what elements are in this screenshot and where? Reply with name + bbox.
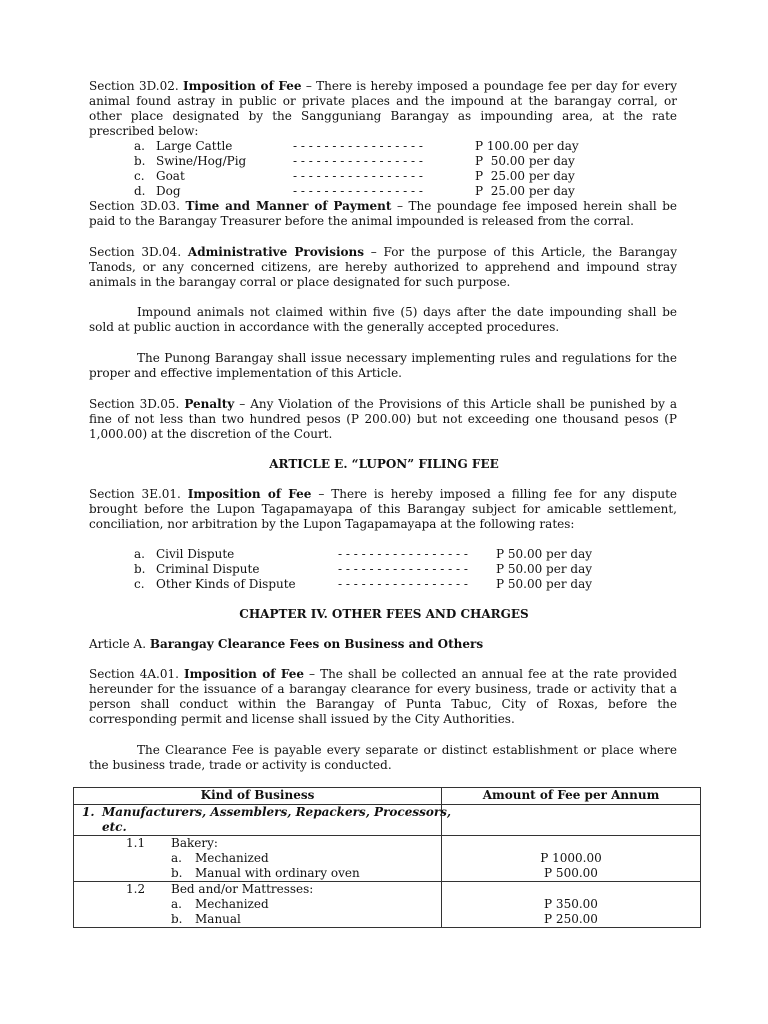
section-title: Penalty bbox=[184, 397, 235, 411]
section-number: Section 3D.04. bbox=[89, 245, 182, 259]
group-number: 1.1 bbox=[126, 836, 146, 850]
item-leader: - - - - - - - - - - - - - - - - - bbox=[293, 169, 423, 183]
item-letter: c. bbox=[134, 577, 145, 591]
table-row-category bbox=[74, 805, 701, 836]
section-3d04-paragraph bbox=[89, 245, 677, 290]
item-letter: a. bbox=[171, 851, 182, 865]
item-label: Mechanized bbox=[195, 897, 269, 911]
item-leader: - - - - - - - - - - - - - - - - - bbox=[338, 577, 468, 591]
section-text: – There is hereby imposed a filling fee for any dispute brought before the Lupon Tagapamayapa of this Barangay subject for amicable settlement, conciliation, nor arbitration by the Lupon Tagapamayapa at the following rates: bbox=[89, 487, 678, 531]
category-number: 1. bbox=[82, 805, 95, 819]
item-rate: P 25.00 per day bbox=[475, 169, 575, 183]
item-name: Dog bbox=[156, 184, 181, 198]
item-name: Goat bbox=[156, 169, 185, 183]
fee-amount: P 250.00 bbox=[544, 912, 598, 926]
item-leader: - - - - - - - - - - - - - - - - - bbox=[338, 562, 468, 576]
item-letter: a. bbox=[134, 139, 145, 153]
section-number: Section 3D.02. bbox=[89, 79, 179, 93]
category-name: Manufacturers, Assemblers, Repackers, Processors, bbox=[102, 805, 452, 819]
column-header-kind: Kind of Business bbox=[74, 788, 442, 805]
table-row bbox=[74, 836, 701, 882]
group-item bbox=[74, 866, 441, 881]
section-title: Imposition of Fee bbox=[183, 667, 304, 681]
section-text: – Any Violation of the Provisions of this Article shall be punished by a fine of not less than two hundred pesos (P 200.00) but not exceeding one thousand pesos (P 1,000.00) at the discretion of the Court. bbox=[89, 397, 677, 441]
section-number: Section 3D.05. bbox=[89, 397, 180, 411]
group-cell bbox=[74, 882, 442, 928]
fee-amount: P 1000.00 bbox=[540, 851, 602, 865]
category-amount-cell bbox=[442, 805, 701, 836]
item-letter: d. bbox=[134, 184, 146, 198]
item-label: Manual bbox=[195, 912, 241, 926]
section-number: Section 4A.01. bbox=[89, 667, 179, 681]
item-letter: c. bbox=[134, 169, 145, 183]
section-text: – There is hereby imposed a poundage fee per day for every animal found astray in public or private places and the impound at the barangay corral, or other place designated by the Sangguniang Barangay as impounding area, at the rate prescribed below: bbox=[89, 79, 677, 138]
group-amount-cell bbox=[442, 836, 701, 882]
item-name: Other Kinds of Dispute bbox=[156, 577, 296, 591]
section-title: Administrative Provisions bbox=[187, 245, 365, 259]
section-title: Imposition of Fee bbox=[187, 487, 312, 501]
item-label: Manual with ordinary oven bbox=[195, 866, 360, 880]
category-line bbox=[82, 805, 452, 820]
item-letter: a. bbox=[134, 547, 145, 561]
item-leader: - - - - - - - - - - - - - - - - - bbox=[293, 139, 423, 153]
group-name: Bakery: bbox=[171, 836, 218, 850]
section-3d03-paragraph bbox=[89, 199, 677, 229]
section-text: – The shall be collected an annual fee at the rate provided hereunder for the issuance of a barangay clearance for every business, trade or activity that a person shall conduct within the Barangay of Punta Tabuc, City of Roxas, before the corresponding permit and license shall issued by the City Authorities. bbox=[89, 667, 677, 726]
group-cell bbox=[74, 836, 442, 882]
section-number: Section 3D.03. bbox=[89, 199, 180, 213]
item-letter: a. bbox=[171, 897, 182, 911]
item-rate: P 50.00 per day bbox=[475, 154, 575, 168]
column-header-amount: Amount of Fee per Annum bbox=[442, 788, 701, 805]
item-leader: - - - - - - - - - - - - - - - - - bbox=[293, 154, 423, 168]
item-rate: P 100.00 per day bbox=[475, 139, 579, 153]
group-amount-cell bbox=[442, 882, 701, 928]
group-name: Bed and/or Mattresses: bbox=[171, 882, 314, 896]
section-3d05-paragraph bbox=[89, 397, 677, 442]
fee-amount: P 350.00 bbox=[544, 897, 598, 911]
item-rate: P 50.00 per day bbox=[496, 577, 593, 591]
group-item bbox=[74, 912, 441, 927]
section-text: – The poundage fee imposed herein shall be paid to the Barangay Treasurer before the animal impounded is released from the corral. bbox=[89, 199, 677, 228]
article-number: Article A. bbox=[89, 637, 147, 651]
section-3e01-paragraph bbox=[89, 487, 677, 532]
group-number: 1.2 bbox=[126, 882, 146, 896]
category-cell bbox=[74, 805, 452, 836]
table-row bbox=[74, 882, 701, 928]
item-letter: b. bbox=[134, 154, 146, 168]
section-4a01-paragraph bbox=[89, 667, 677, 727]
item-letter: b. bbox=[134, 562, 146, 576]
item-name: Civil Dispute bbox=[156, 547, 235, 561]
category-name-continued: etc. bbox=[102, 820, 127, 834]
clearance-fee-table bbox=[73, 787, 701, 928]
chapter-iv-heading: CHAPTER IV. OTHER FEES AND CHARGES bbox=[239, 607, 529, 621]
item-letter: b. bbox=[171, 866, 183, 880]
section-number: Section 3E.01. bbox=[89, 487, 181, 501]
fee-amount: P 500.00 bbox=[544, 866, 598, 880]
item-name: Large Cattle bbox=[156, 139, 233, 153]
section-3d02-paragraph bbox=[89, 79, 677, 139]
section-text: – For the purpose of this Article, the Barangay Tanods, or any concerned citizens, are hereby authorized to apprehend and impound stray animals in the barangay corral or place designated for such purpose. bbox=[89, 245, 677, 289]
item-rate: P 25.00 per day bbox=[475, 184, 575, 198]
group-title bbox=[74, 882, 441, 897]
group-item bbox=[74, 897, 441, 912]
group-title bbox=[74, 836, 441, 851]
article-title: Barangay Clearance Fees on Business and Others bbox=[149, 637, 484, 651]
item-letter: b. bbox=[171, 912, 183, 926]
item-leader: - - - - - - - - - - - - - - - - - bbox=[338, 547, 468, 561]
group-item bbox=[74, 851, 441, 866]
article-a-heading bbox=[89, 637, 677, 652]
impound-auction-paragraph: Impound animals not claimed within five (5) days after the date impounding shall be sold at public auction in accordance with the generally accepted procedures. bbox=[89, 305, 677, 334]
clearance-fee-paragraph: The Clearance Fee is payable every separate or distinct establishment or place where the business trade, trade or activity is conducted. bbox=[89, 743, 677, 772]
item-rate: P 50.00 per day bbox=[496, 562, 593, 576]
item-label: Mechanized bbox=[195, 851, 269, 865]
section-title: Time and Manner of Payment bbox=[185, 199, 392, 213]
article-e-heading: ARTICLE E. “LUPON” FILING FEE bbox=[269, 457, 499, 471]
section-title: Imposition of Fee bbox=[183, 79, 302, 93]
implementing-rules-paragraph: The Punong Barangay shall issue necessary implementing rules and regulations for the proper and effective implementation of this Article. bbox=[89, 351, 677, 380]
item-name: Swine/Hog/Pig bbox=[156, 154, 247, 168]
item-rate: P 50.00 per day bbox=[496, 547, 593, 561]
item-leader: - - - - - - - - - - - - - - - - - bbox=[293, 184, 423, 198]
table-header-row bbox=[74, 788, 701, 805]
item-name: Criminal Dispute bbox=[156, 562, 260, 576]
